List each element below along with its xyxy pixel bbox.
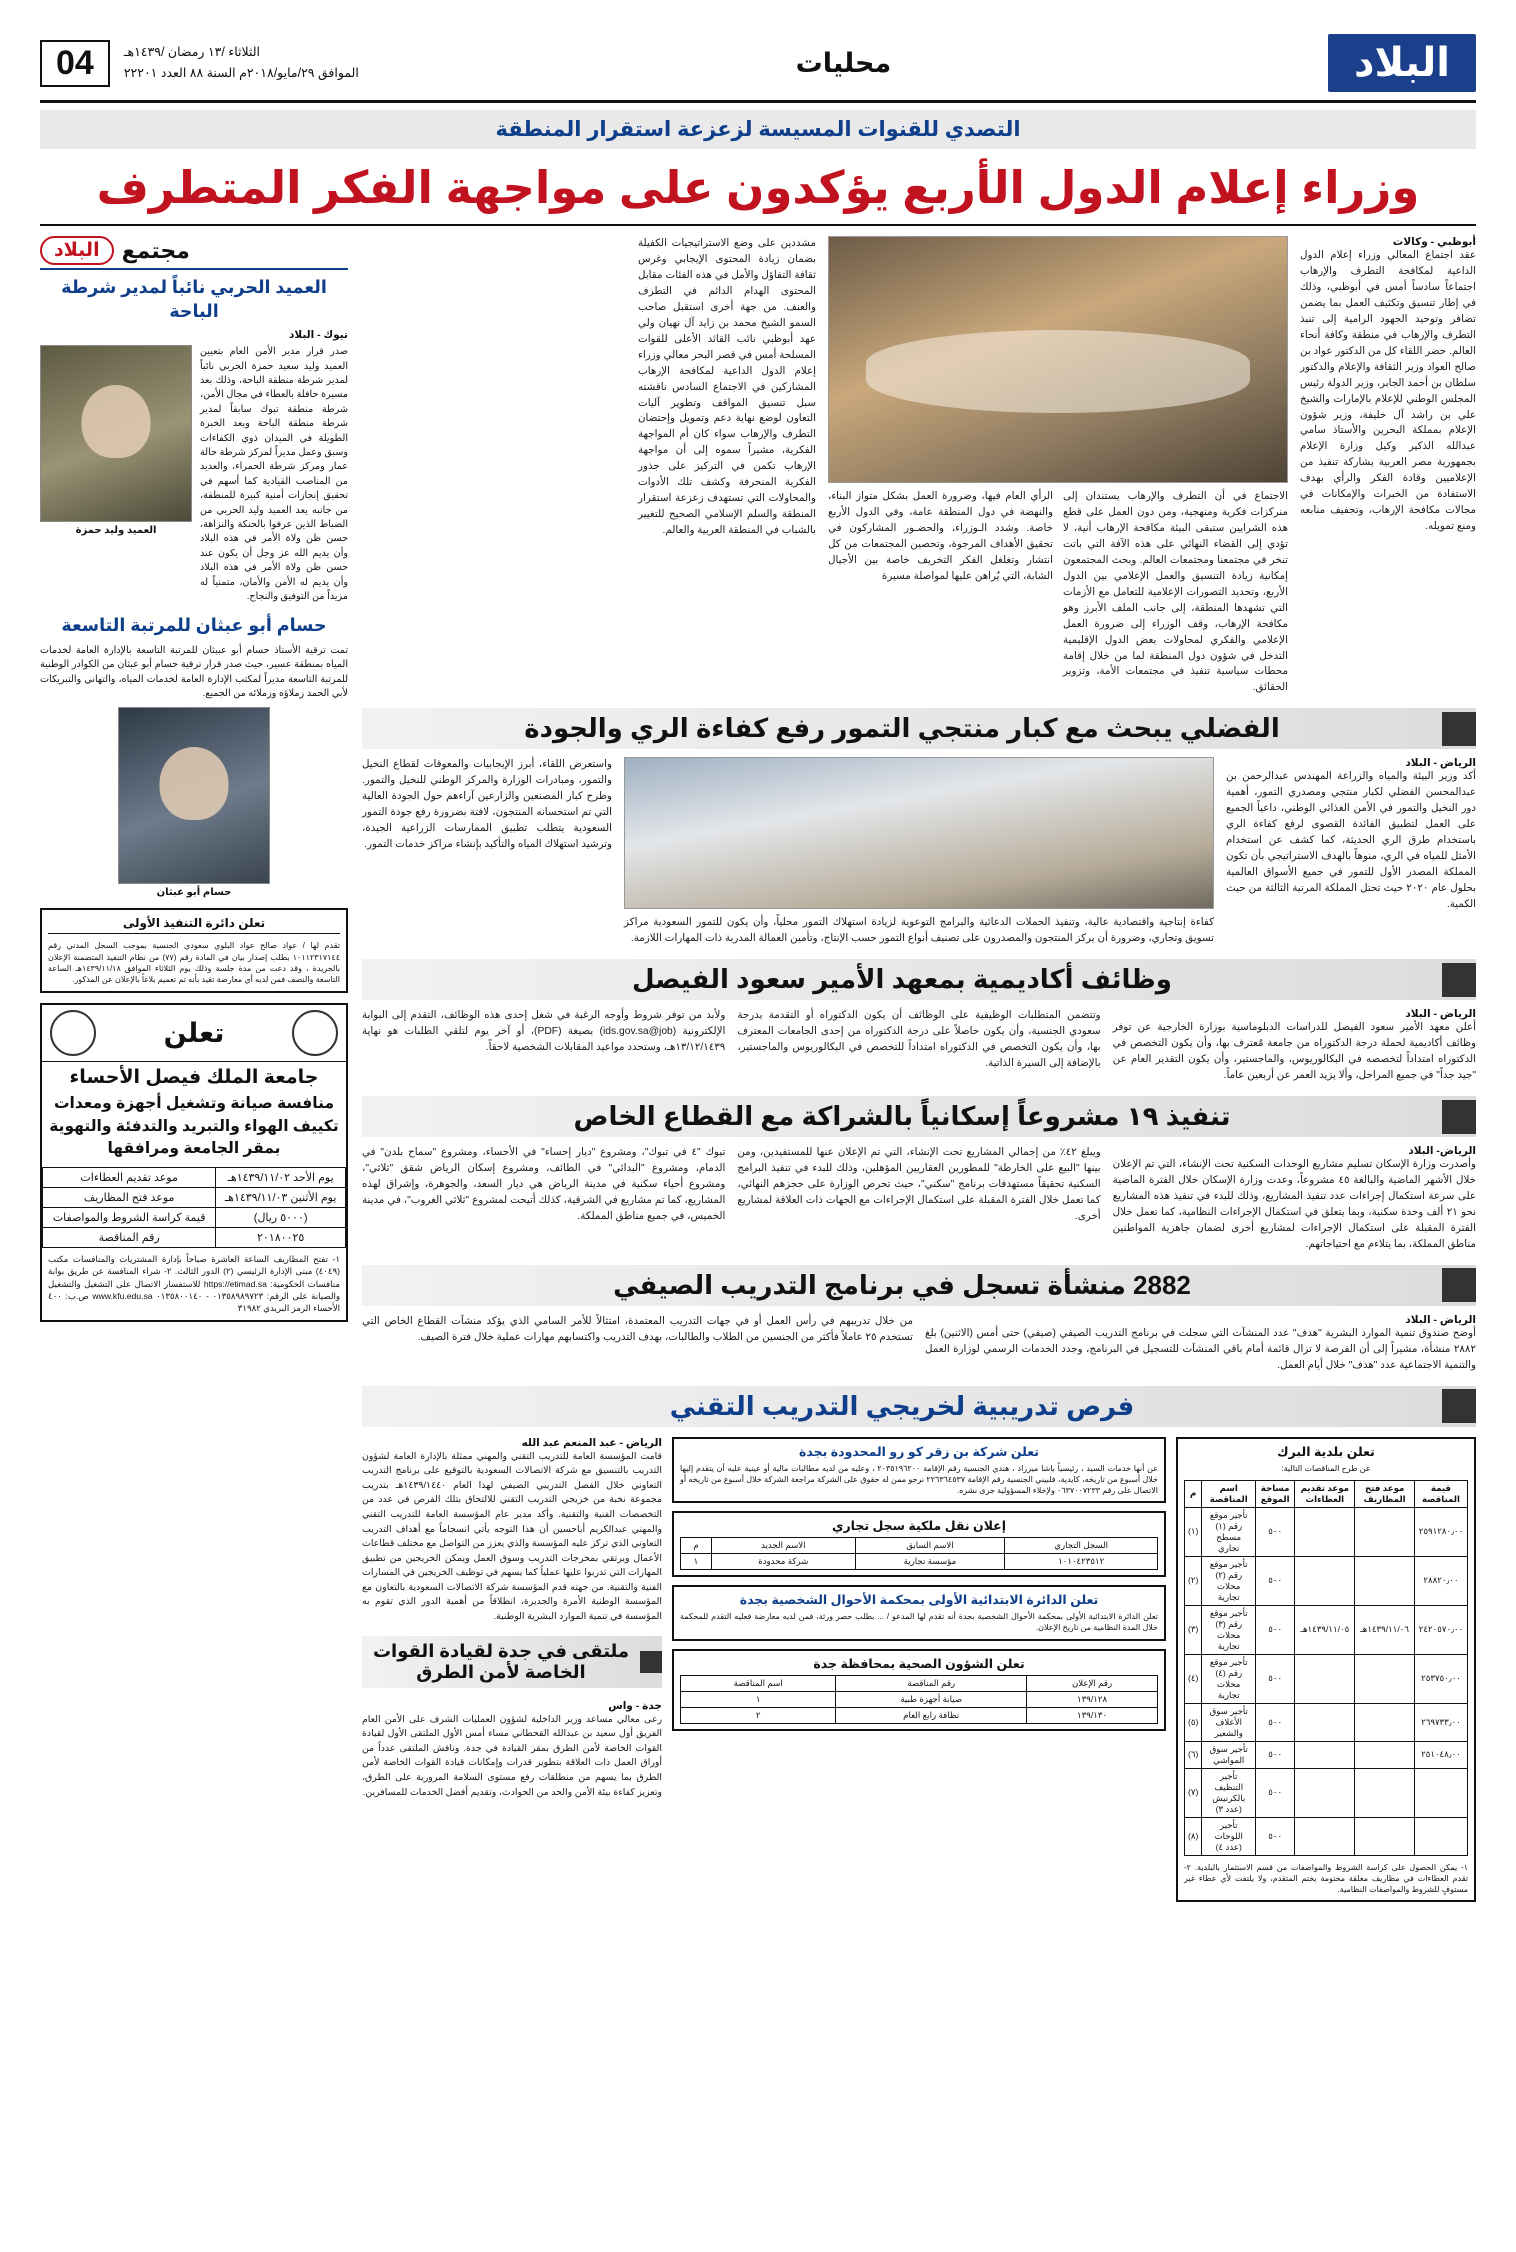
article3-col-right: أعلن معهد الأمير سعود الفيصل للدراسات الدبلوماسية بوزارة الخارجية عن توفر وظائف أكاديمية لحملة درجة الدكتوراه من جامعة مُعترف بها، وأن يكون التخصص في الدكتوراه امتداداً لتخصصه في البكالوريوس، والماجستير، وأن يكون التقدير العام عن "جيد جداً" في جميع المراحل، وألا يزيد العمر عن أربعين عاماً. [1112, 1022, 1476, 1082]
table-cell: تأجير التنظيف بالكرنيش (عدد ٣) [1202, 1768, 1256, 1817]
article3-col-mid: وتتضمن المتطلبات الوظيفية على الوظائف أن يكون الدكتوراه أو التقدمة بدرجة سعودي الجنسية، وأن يكون حاصلاً على درجة الدكتوراه من إحدى الجامعات المعترف بها، وأن يكون التخصص في الدكتوراه امتداداً للتخصص في البكالوريوس والماجستير، بالإضافة إلى السيرة الذاتية. [737, 1010, 1101, 1070]
ad-university-name: جامعة الملك فيصل الأحساء [69, 1067, 319, 1089]
column-header: موعد فتح المظاريف [1355, 1480, 1415, 1507]
table-cell [1355, 1507, 1415, 1556]
article4-dateline: الرياض- البلاد [1408, 1145, 1476, 1158]
ad-health [672, 1649, 1166, 1731]
article3-headbar [362, 959, 1476, 1000]
ad-binzagr-title: تعلن شركة بن زقر كو رو المحدودة بجدة [799, 1444, 1039, 1459]
ad-baldiya [1176, 1437, 1476, 1903]
sidebar-item1-title: العميد الحربي نائباً لمدير شرطة الباحة [61, 277, 327, 321]
sidebar [40, 236, 348, 1322]
column-header: مساحة الموقع [1256, 1480, 1295, 1507]
table-cell: (١) [1185, 1507, 1202, 1556]
table-cell: ١٤٣٩/١١/٠٦هـ [1355, 1605, 1415, 1654]
table-cell [1295, 1741, 1355, 1768]
column-header: رقم الإعلان [1027, 1675, 1158, 1691]
table-cell: ٥٠٠ [1256, 1768, 1295, 1817]
bid-label: رقم المناقصة [43, 1227, 216, 1247]
column-header: اسم المناقصة [681, 1675, 836, 1691]
table-cell: ١٤٣٩/١١/٠٥هـ [1295, 1605, 1355, 1654]
lead-col-2: الاجتماع في أن التطرف والإرهاب يستندان إلى منركزات فكرية ومنهجية، ومن دون العمل على قطع هذه الشرايين ستبقى البيئة مكافحة الإرهاب أنية، لا تؤدي إلى القضاء النهائي على هذه الآفة التي باتت تنخر في مجتمعنا ومجتمعات العالم. وبحث المجتمعون إمكانية زيادة التنسيق والعمل الإعلامي بين الدول الأربع، وتحديد التصورات الإعلامية للتعامل مع الأزمات التي تشهدها المنطقة، إلى جانب الملف الأبرز وهو مكافحة الإرهاب، وقف الوزراء إلى ضرورة العمل الإعلامي والفكري لمحاولات بعض الدول الإقليمية التدخل في شؤون دول المنطقة لما من خلال إقامة محطات سياسية تنفيذ في مجتمعات الأمة، وتزوير الحقائق. [1063, 491, 1288, 694]
table-cell: ٢٥٩١٢٨٠٫٠٠ [1414, 1507, 1467, 1556]
ministry-seal-icon [50, 1010, 96, 1056]
table-cell: ٥٠٠ [1256, 1703, 1295, 1741]
date-hijri: الثلاثاء /١٣ رمضان /١٤٣٩هـ [123, 44, 260, 59]
table-cell: ٥٠٠ [1256, 1741, 1295, 1768]
table-cell: (٣) [1185, 1605, 1202, 1654]
ad-university-label: تعلن [163, 1017, 225, 1048]
article2-col-left: واستعرض اللقاء، أبرز الإيجابيات والمعوقات لقطاع النخيل والتمور، ومبادرات الوزارة والمركز الوطني للنخيل والتمور. وطرح كبار المصنعين والزارعين آراءهم حول الجودة العالية التي تم استحسانه المنتجون، لافتة بضرورة رفع جودة التمور السعودية يتطلب تطبيق الممارسات الزراعية الجيدة، وترشيد استهلاك المياه والتأكيد بإنشاء مراكز خدمات التمور. [362, 759, 612, 851]
article6-title: فرص تدريبية لخريجي التدريب التقني [669, 1390, 1135, 1421]
date-gregorian: الموافق ٢٩/مايو/٢٠١٨م السنة ٨٨ العدد ٢٢٢٠١ [123, 66, 359, 80]
table-cell [1295, 1654, 1355, 1703]
table-row [1185, 1654, 1468, 1703]
bid-value: (٥٠٠٠ ريال) [216, 1207, 346, 1227]
table-cell: تأجير موقع رقم (٤) محلات تجارية [1202, 1654, 1256, 1703]
bid-value: يوم الأثنين ١٤٣٩/١١/٠٣هـ [216, 1187, 346, 1207]
table-row [1185, 1741, 1468, 1768]
ad-baldiya-footer: ١- يمكن الحصول على كراسة الشروط والمواصفات من قسم الاستثمار بالبلدية. ٢- تقدم العطاءات في مظاريف مغلقة مختومة بختم المتقدم، ولا يلتفت لأي عطاء غير مستوفٍ للشروط والمواصفات النظامية. [1184, 1862, 1468, 1895]
article2-title: الفضلي يبحث مع كبار منتجي التمور رفع كفاءة الري والجودة [524, 713, 1280, 744]
sidebar-header-pill: البلاد [40, 236, 114, 265]
column-header: موعد تقديم العطاءات [1295, 1480, 1355, 1507]
sidebar-item1-caption: العميد وليد حمزة [75, 525, 157, 537]
lead-kicker: التصدي للقنوات المسيسة لزعزعة استقرار المنطقة [40, 110, 1476, 149]
table-row [43, 1207, 346, 1227]
lead-col-right: عقد اجتماع المعالي وزراء إعلام الدول الداعية لمكافحة التطرف والإرهاب اجتماعاً سادساً أمس في أبوظبي، وذلك في إطار تنسيق وتكثيف العمل بما يضمن تضافر وتوحيد الجهود الرامية إلى تنبذ التطرف والإرهاب في منطقة وكافة أنحاء العالم. حضر اللقاء كل من الدكتور عواد بن صالح العواد وزير الثقافة والإعلام والدكتور سلطان بن أحمد الجابر، وزير الدولة رئيس المجلس الوطني للإعلام بالإمارات والشيخ علي بن راشد آل خليفة، وزير شؤون الإعلام بمملكة البحرين والأستاذ سامي عبدالله الذكير وكيل وزارة الإعلام بجمهورية مصر العربية يشاركة تنفيذ من الإعلاميين وقادة الفكر والرأي بهدف الاستفادة من الخبرات والإمكانات في مجالات مكافحة الإرهاب، وتجفيف منابعه ومنع تمويله. [1300, 250, 1476, 533]
table-row [43, 1227, 346, 1247]
table-cell: تأجير موقع رقم (٣) محلات تجارية [1202, 1605, 1256, 1654]
ad-execution-notice [40, 908, 348, 993]
ad-university-notes: ١- تفتح المظاريف الساعة العاشرة صباحاً بإدارة المشتريات والمنافسات مكتب (٤٠٤٩) مبنى الإدارة الرئيسي (٢) الدور الثالث. ٢- شراء المنافسة عن طريق بوابة منافسات الحكومية: https://etimad.sa للاستفسار الاتصال على التشغيل والتشغيل والصيانة على الرقم: ٠١٣٥٨٩٨٩٧٢٣ - ٠١٣٥٨٠٠١٤٠ www.kfu.edu.sa ص.ب: ٤٠٠ الأحساء الرمز البريدي ٣١٩٨٢ [48, 1253, 341, 1314]
table-cell: ٢٥٣٧٥٠٫٠٠ [1414, 1654, 1467, 1703]
ad-baldiya-table [1184, 1480, 1468, 1856]
table-cell [1355, 1768, 1415, 1817]
table-cell: ٢٦٩٧٣٣٫٠٠ [1414, 1703, 1467, 1741]
table-row [1185, 1556, 1468, 1605]
article5-col-left: من خلال تدريبهم في رأس العمل أو في جهات التدريب المعتمدة، امتثالاً للأمر السامي الذي يؤكد منشآت القطاع الخاص التي تستخدم ٢٥ عاملاً فأكثر من الجنسين من الطلاب والطالبات، بهدف التدريب واكتسابهم مهارات عملية خلال فترة الصيف. [362, 1315, 913, 1343]
article6-body: قامت المؤسسة العامة للتدريب التقني والمهني ممثلة بالإدارة العامة لشؤون التدريب بالتنسيق مع شركة الاتصالات السعودية بالتوقيع على برنامج التدريب التعاوني خلال الفصل التدريبي الصيفي لهذا العام ١٤٣٩/١٤٤٠هـ بتدريب مجموعة نخبة من خريجي التدريب التقني للالتحاق بتلك الفرص في عدد من التخصصات الفنية والتقنية. وأكد مدير عام المؤسسة العامة للتدريب التقني والمهني عبدالكريم أباحسين أن هذا التوجه يأتي انسجاماً مع أهداف التدريب التعاوني الذي تركز عليه المؤسسة والذي يعزز من التواصل مع مختلف قطاعات الأعمال ويرتقي بمخرجات التدريب وسوق العمل ويمكن الخريجين من تطبيق المهارات التي تدربوا عليها عملياً كما يسهم في توظيف الخريجين في المسارات الفنية والتقنية. من جهته قدم المؤسسة شركة الاتصالات السعودية بالتعاون مع المؤسسة الوطنية الأمرة والجديرة، انطلاقاً من أهمية الدور الذي تقوم به المؤسسة في تنمية الموارد البشرية الوطنية. [362, 1449, 662, 1622]
bar-square-icon [1442, 1389, 1476, 1423]
column-header: رقم المناقصة [836, 1675, 1027, 1691]
ad-transfer-title: إعلان نقل ملكية سجل تجاري [831, 1519, 1007, 1534]
page-number: 04 [40, 40, 110, 87]
table-cell [1355, 1817, 1415, 1855]
lead-col-3: الرأي العام فيها، وضرورة العمل بشكل متواز البناء، والنهضة في دول المنطقة عامة، وفي الدول الأربع خاصة. وشدد الـوزراء، والحضـور المشاركون في تحقيق الأهداف المرجوة، وتحصين المجتمعات من كل انتشار وتغلغل الفكر التخريف خاصة بين الأجيال الشابة، التي يُراهن عليها لمواصلة مسيرة [828, 491, 1053, 582]
table-cell [1295, 1507, 1355, 1556]
table-cell [1414, 1817, 1467, 1855]
sidebar-item1-photo [40, 345, 192, 522]
table-row [1185, 1768, 1468, 1817]
ad-university-table [42, 1167, 346, 1248]
table-row [1185, 1703, 1468, 1741]
bid-value: ٢٠١٨٠٠٢٥ [216, 1227, 346, 1247]
sidebar-item2-caption: حسام أبو عبثان [156, 887, 232, 899]
table-cell: ٥٠٠ [1256, 1654, 1295, 1703]
bid-label: موعد تقديم العطاءات [43, 1167, 216, 1187]
sidebar-item2-body: تمت ترقية الأستاذ حسام أبو عبيثان للمرتبة التاسعة بالإدارة العامة لخدمات المياه بمنطقة عسير، حيث صدر قرار ترقية حسام أبو عبثان من الكوادر الوطنية للمرتبة التاسعة مديراً لمكتب الإدارة العامة لخدمات المياه، والتهاني والتبريكات لأبي الحمد زملاؤه وزملائه من الجميع. [40, 644, 348, 700]
table-cell: (٨) [1185, 1817, 1202, 1855]
lead-headline: وزراء إعلام الدول الأربع يؤكدون على مواجهة الفكر المتطرف [96, 162, 1420, 213]
ad-execution-body: تقدم لها / عواد صالح عواد البلوي سعودي الجنسية بموجب السجل المدني رقم ١٠١١٢٣١٧١٤٤ بطلب إصدار بيان في المادة رقم (٧٧) من نظام التنفيذ المتضمنة الإعلان بالجريدة ، وقد دعت من مدة جلسة وذلك يوم الثلاثاء الموافق ١٤٣٩/١١/١٨هـ الساعة التاسعة والنصف فمن لديه أي معارضة تقيد بأنه تم تعميم بلاغاً بالإعلان عن المذكور. [48, 941, 340, 985]
table-cell [1295, 1817, 1355, 1855]
table-row [1185, 1605, 1468, 1654]
bid-value: يوم الأحد ١٤٣٩/١١/٠٢هـ [216, 1167, 346, 1187]
ad-baldiya-subtitle: عن طرح المناقصات التالية: [1281, 1463, 1371, 1473]
sidebar-item1-body: صدر قرار مدير الأمن العام بتعيين العميد وليد سعيد حمزة الحربي نائباً لمدير شرطة منطقة الباحة، وذلك بعد مسيرة حافلة بالعطاء في مجال الأمن، شرطة منطقة تبوك سابقاً لمدير شرطة منطقة الباحة وبعد الخبرة الطويلة في الميدان ذوي الكفاءات وسبق وعمل مديراً لمركز شرطة حالة عمار ومركز شرطة الحمراء، والعديد من المناصب القيادية كما أسهم في تحقيق إنجازات أمنية كبيرة للمنطقة، من جانبه يعد العميد وليد الحربي من الضباط الذين عرفوا بالحنكة والنزاهة، حسن ظن ولاة الأمر في هذه البلاد وأن يديم الله عز وجل أن يكون عند حسن ظن ولاة الأمر في هذه البلاد وأن يديم له الأمن والأمان، متمنياً له مزيداً من التوفيق والنجاح. [200, 346, 348, 602]
ad-binzagr [672, 1437, 1166, 1504]
bid-label: موعد فتح المظاريف [43, 1187, 216, 1207]
column-header: م [1185, 1480, 1202, 1507]
table-cell [1295, 1703, 1355, 1741]
bid-label: قيمة كراسة الشروط والمواصفات [43, 1207, 216, 1227]
ad-health-table: رقم الإعلان رقم المناقصة اسم المناقصة ١٣٩/١٢٨ صيانة أجهزة طبية ١ ١٣٩/١٣٠ نظافة رابع العام ٢ [680, 1675, 1158, 1724]
column-header: اسم المناقصة [1202, 1480, 1256, 1507]
ad-transfer-table: السجل التجاري الاسم السابق الاسم الجديد م ١٠١٠٤٢٣٥١٢ مؤسسة تجارية شركة محدودة ١ [680, 1537, 1158, 1570]
lead-photo [828, 236, 1288, 483]
table-cell [1355, 1556, 1415, 1605]
table-cell: تأجير موقع رقم (٢) محلات تجارية [1202, 1556, 1256, 1605]
table-cell: ٢٥١٠٤٨٫٠٠ [1414, 1741, 1467, 1768]
article6-headbar [362, 1386, 1476, 1427]
sidebar-header-word: مجتمع [121, 237, 190, 263]
table-cell: (٤) [1185, 1654, 1202, 1703]
lead-article [362, 236, 1476, 696]
table-cell [1355, 1654, 1415, 1703]
table-cell [1355, 1703, 1415, 1741]
bar-square-icon [1442, 1268, 1476, 1302]
article3-title: وظائف أكاديمية بمعهد الأمير سعود الفيصل [632, 964, 1172, 995]
ad-health-title: تعلن الشؤون الصحية بمحافظة جدة [813, 1656, 1025, 1671]
table-row [1185, 1507, 1468, 1556]
article3-col-left: ولأبد من توفر شروط وأوجه الرغبة في شغل إحدى هذه الوظائف، التقدم إلى البوابة الإلكترونية (ids.gov.sa@job) بصيغة (PDF)، أو آخر يوم لتلقي الطلبات هو نهاية ١٣/١٢/١٤٣٩هـ، وستحدد مواعيد المقابلات الشخصية لاحقاً. [362, 1010, 726, 1054]
ad-university-subject: منافسة صيانة وتشغيل أجهزة ومعدات تكييف الهواء والتبريد والتدفئة والتهوية بمقر الجامعة ومرافقها [49, 1095, 339, 1158]
section-title: محليات [795, 47, 892, 78]
sidebar-item1-dateline: تيوك - البلاد [289, 329, 348, 342]
article5-title: 2882 منشأة تسجل في برنامج التدريب الصيفي [613, 1269, 1191, 1300]
table-cell: (٧) [1185, 1768, 1202, 1817]
ad-binzagr-body: عن أنها خدمات السيد ، رئيسياً باشا ميرزاد ، هندي الجنسية رقم الإقامة ٢٠٣٥١٩٦٢٠٠ ، وعليه من لديه مطالبات مالية أو عينية عليه أن يتقدم إليها خلال أسبوع من تاريخه، كايدية، فلبيني الجنسية رقم الإقامة ٢٢٦٣٦٤٥٣٧ نرجو ممن له حقوق على الشركة مراجعة الشركة خلال أسبوع من تاريخه أو الاتصال على رقم ٠٦٣٧٠٠٧٢٣٣ ولإخلاء المسؤولية جرى نشره. [680, 1463, 1159, 1496]
table-cell: ٢٤٢٠٥٧٠٫٠٠ [1414, 1605, 1467, 1654]
bar-square-icon [1442, 963, 1476, 997]
article2-dateline: الرياض - البلاد [1405, 757, 1476, 770]
lead-dateline: أبوظبي - وكالات [1392, 236, 1476, 248]
table-cell: تأجير موقع رقم (١) مسطح تجاري [1202, 1507, 1256, 1556]
publication-logo: البلاد [1328, 34, 1476, 92]
article2-photo [624, 757, 1214, 909]
table-row [43, 1167, 346, 1187]
ad-university [40, 1003, 348, 1322]
ad-forces-dateline: جدة - واس [608, 1699, 662, 1712]
article2-headbar [362, 708, 1476, 749]
bar-square-icon [640, 1651, 662, 1673]
table-cell: ٥٠٠ [1256, 1817, 1295, 1855]
ad-forces-title: ملتقى في جدة لقيادة القوات الخاصة لأمن الطرق [372, 1640, 630, 1682]
article4-title: تنفيذ ١٩ مشروعاً إسكانياً بالشراكة مع القطاع الخاص [573, 1101, 1231, 1132]
ad-court-body: تعلن الدائرة الابتدائية الأولى بمحكمة الأحوال الشخصية بجدة أنه تقدم لها المدعو / ... بطلب حصر ورثة، فمن لديه معارضة فعليه التقدم للمحكمة خلال المدة النظامية من تاريخ الإعلان. [680, 1612, 1159, 1633]
ad-court-title: تعلن الدائرة الابتدائية الأولى بمحكمة الأحوال الشخصية بجدة [739, 1593, 1099, 1608]
sidebar-header [40, 236, 348, 270]
article4-headbar [362, 1096, 1476, 1137]
article2-col-right: أكد وزير البيئة والمياه والزراعة المهندس عبدالرحمن بن عبدالمحسن الفضلي لكبار منتجي ومصدري التمور، أهمية دور النخيل والتمور في الأمن الغذائي الوطني، داعياً الجميع على العمل لتطبيق الفائدة القصوى لرفع كفاءة الري باستخدام طرق الري الحديثة، كما كشف عن استخدام الأمثل للمياه في الري، منوهاً بالهدف الاستراتيجي بأن تكون المملكة المصدر الأول للتمور في جميع الأسواق العالمية بحلول عام ٢٠٢٠ حيث تحتل المملكة المرتبة الثالثة من حيث الكمية. [1226, 771, 1476, 911]
table-cell: (٦) [1185, 1741, 1202, 1768]
article4-col-right: وأصدرت وزارة الإسكان تسليم مشاريع الوحدات السكنية تحت الإنشاء، التي تم الإعلان خلال الأشهر الماضية والبالغة ٤٥ مشروعاً، وعدت وزارة الإسكان خلال الفترة الماضية على سرعة استكمال إجراءات عدد تنفيذ المشاريع، وذلك للبدء في تنفيذ هذه المشاريع نحو ٢١ ألف وحدة سكنية، وبما يتعلق في استكمال الإجراءات النظامية، كما تعمل خلال الفترة المقبلة على استكمال الإجراءات لمشاريع أخرى لضمان جاهزية المواطنين مناطق المملكة، بما يتلاءم مع احتياجاتهم. [1112, 1159, 1476, 1250]
article5-col-right: أوضح صندوق تنمية الموارد البشرية "هدف" عدد المنشآت التي سجلت في برنامج التدريب الصيفي (صيفي) حتى أمس (الاثنين) بلغ ٢٨٨٢ منشأة، مشيراً إلى أن الفرصة لا تزال قائمة أمام باقي المنشآت للتسجيل في البرنامج، وجدد الخدمات الرسمي لوزارة العمل والتنمية الاجتماعية عدد "هدف" خلال أيام العمل. [925, 1327, 1476, 1371]
ad-forces-body: رعى معالي مساعد وزير الداخلية لشؤون العمليات الشرف على الأمن العام الفريق أول سعيد بن عبدالله القحطاني مساء أمس الأول الملتقى الأول لقيادة القوات الخاصة لأمن الطرق بمقر القيادة في جدة. ونافش الملتقى عدداً من أوراق العمل ذات العلاقة بتطوير قدرات وإمكانات قيادة القوات الخاصة لأمن الطرق بما يسهم من منطلقات رفع مستوى السلامة المرورية على الطرق، وتعزيز كفاءة بيئة الأمن والحد من الحوادث، وتقديم أفضل الخدمات للمسافرين. [362, 1712, 662, 1797]
sidebar-item2-title: حسام أبو عبثان للمرتبة التاسعة [61, 615, 327, 636]
table-cell [1355, 1741, 1415, 1768]
table-row [43, 1187, 346, 1207]
table-cell: تأجير سوق الأعلاف والشعير [1202, 1703, 1256, 1741]
table-cell: ٢٨٨٢٠٫٠٠ [1414, 1556, 1467, 1605]
column-header: قيمة المناقصة [1414, 1480, 1467, 1507]
table-cell [1414, 1768, 1467, 1817]
article4-col-left: تبوك "٤ في تبوك"، ومشروع "ديار إحساء" في الأحساء، ومشروع "سماح بلدن" في الدمام، ومشروع "البدائي" في الطائف، ومشروع إسكان الرياض شقق "ثلاثي"، ومشروع أحياء سكنية في مدينة الرياض هي ديار السعد، والجوهرة، وإشراق لهذه المشاريع، كما تم مشاريع في الشرقية، كذلك أتيحت لمشروع "ثلاثي الغروب"، في مدينة الخميس، في جميع مناطق المملكة. [362, 1147, 726, 1222]
article5-headbar [362, 1265, 1476, 1306]
ad-baldiya-title: تعلن بلدية البرك [1277, 1444, 1375, 1459]
masthead [40, 34, 1476, 103]
ad-transfer [672, 1511, 1166, 1577]
article3-dateline: الرياض - البلاد [1405, 1008, 1476, 1021]
table-cell: تأجير سوق المواشي [1202, 1741, 1256, 1768]
article5-dateline: الرياض - البلاد [1405, 1313, 1476, 1326]
article4-col-mid: ويبلغ ٤٢٪ من إجمالي المشاريع تحت الإنشاء، التي تم الإعلان عنها للمستفيدين، ومن بينها "البيع على الخارطة" للمطورين العقاريين المؤهلين، وذلك للبدء في تنفيذ البرامج السكنية تحقيقاً مستهدفات برنامج "سكني"، حيث تحرص الوزارة على حجزهم النهائي، كما تعمل خلال الفترة المقبلة على استكمال الإجراءات مع الجهات ذات العلاقة لمشاريع أخرى. [737, 1147, 1101, 1222]
table-cell: تأجير اللوحات (عدد ٤) [1202, 1817, 1256, 1855]
ad-execution-title: تعلن دائرة التنفيذ الأولى [48, 916, 340, 934]
table-cell: ٥٠٠ [1256, 1507, 1295, 1556]
table-row [1185, 1817, 1468, 1855]
table-cell: (٢) [1185, 1556, 1202, 1605]
lead-col-left: مشددين على وضع الاستراتيجيات الكفيلة بضمان زيادة المحتوى الإيجابي وغرس ثقافة التفاؤل والأمل في هذه الفئات مقابل المحتوى الهدام الدائم في التطرف والعنف. من جهة أخرى استقبل صاحب السمو الشيخ محمد بن زايد آل نهيان ولي عهد أبوظبي نائب القائد الأعلى للقوات المسلحة أمس في قصر البحر معالي وزراء إعلام الدول الداعية لمكافحة الإرهاب المشاركين في الاجتماع السادس ناقشته سبل تنسيق المواقف وتطوير آليات التعاون لوضع نهاية دعم وتمويل وإحتضان التطرف والإرهاب سواء كان أم المواجهة الفكرية، مشيراً سموه إلى أن مواجهة الإرهاب تكمن في التركيز على جذور الفكرية المنحرفة وكشف تلك الأدوات والمحاولات التي تستهدف زعزعة استقرار المنطقة والسلم الإسلامي الصحيح للتغيير بالشباب في المنطقة العربية والعالم. [638, 238, 816, 537]
table-cell: (٥) [1185, 1703, 1202, 1741]
article2-col-mid: كفاءة إنتاجية واقتصادية عالية، وتنفيذ الحملات الدعائية والبرامج التوعوية لزيادة استهلاك التمور محلياً، وأن يكون للتمور السعودية مراكز تسويق وتجاري، وضرورة أن يركز المنتجون والمصدرون على تصنيف أنواع التمور حسب الإنتاج، وتأمين العمالة المدربة ذات المهارات اللازمة. [624, 917, 1214, 945]
ad-court [672, 1585, 1166, 1640]
bar-square-icon [1442, 712, 1476, 746]
article6-dateline: الرياض - عبد المنعم عبد الله [521, 1436, 662, 1449]
bar-square-icon [1442, 1100, 1476, 1134]
table-cell [1295, 1768, 1355, 1817]
sidebar-item2-photo [118, 707, 270, 884]
table-cell: ٥٠٠ [1256, 1605, 1295, 1654]
university-seal-icon [292, 1010, 338, 1056]
table-cell [1295, 1556, 1355, 1605]
table-cell: ٥٠٠ [1256, 1556, 1295, 1605]
